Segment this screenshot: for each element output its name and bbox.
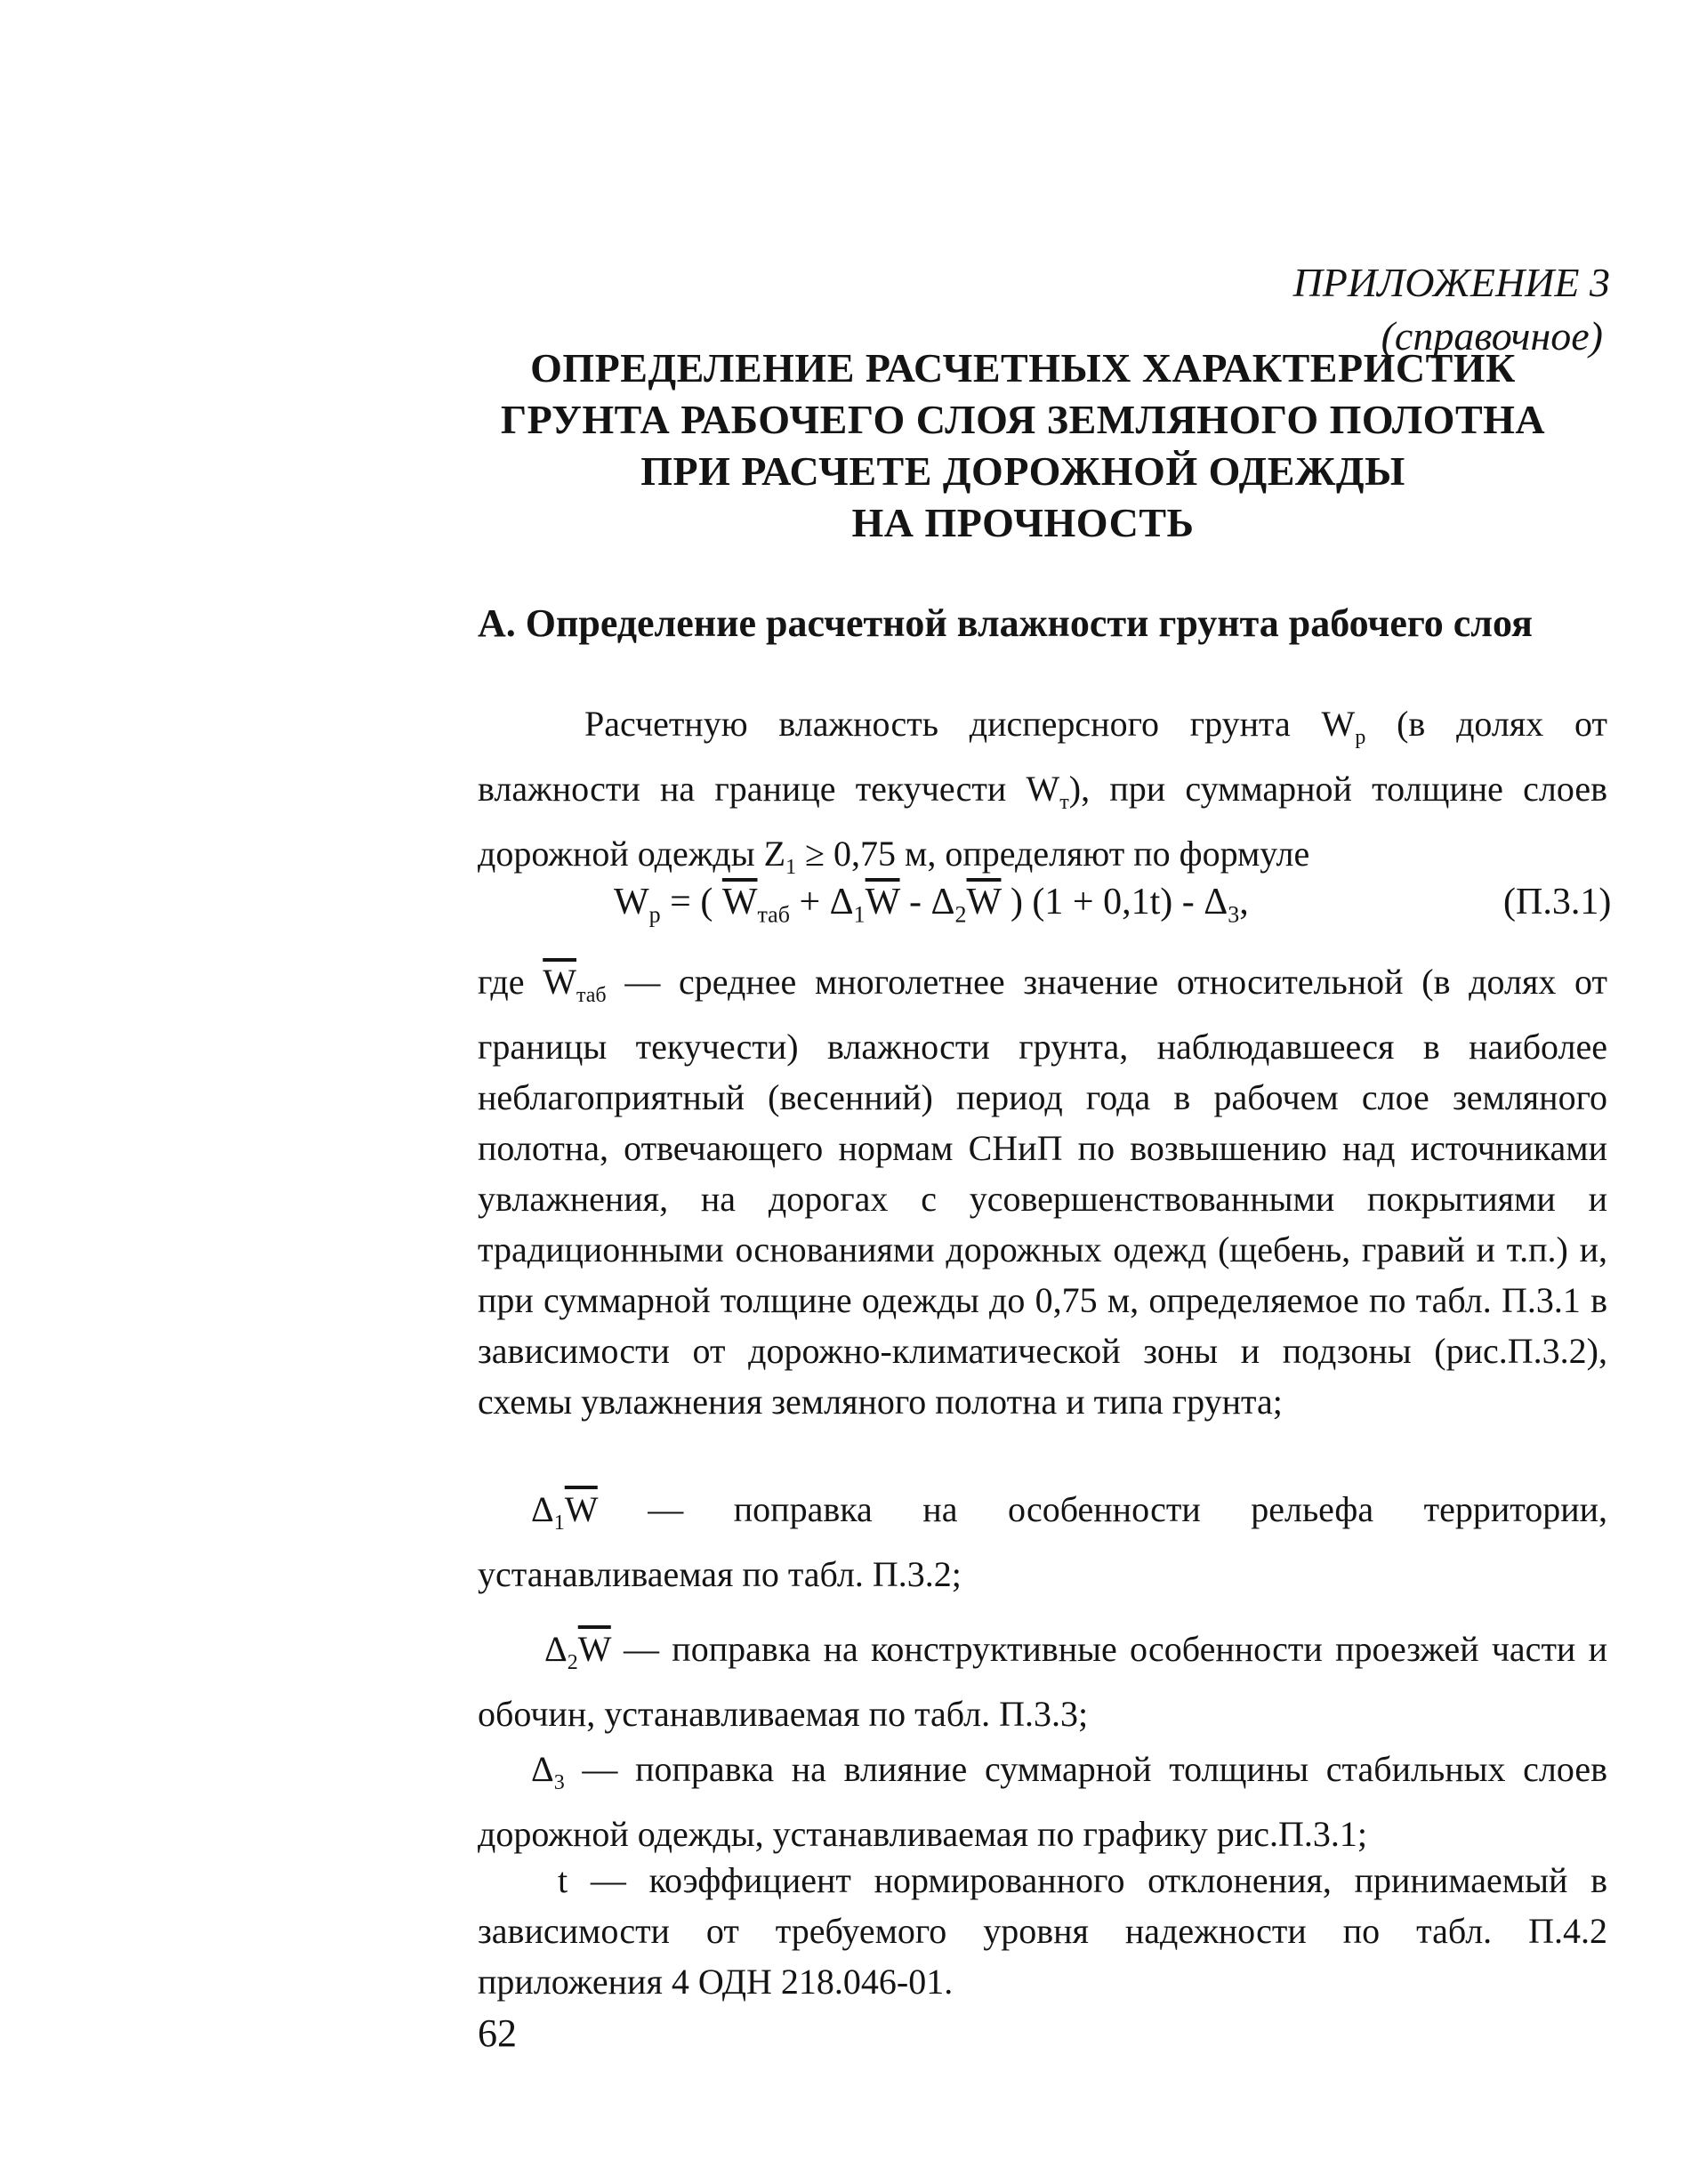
intro-paragraph: Расчетную влажность дисперсного грунта $W_р$ (в долях от влажности на границе текучести $W_т$), при суммарной толщине слоев дорожной одежды $Z_1 \ge 0,75$ м, определяют по формуле bbox=[478, 704, 1607, 879]
definition-w-tab: где $\overline{W}_{таб}$ — среднее многолетнее значение относительной (в долях от границы текучести) влажности грунта, наблюдавшееся в наиболее неблагоприятный (весенний) период года в рабочем слое земляного полотна, отвечающего нормам СНиП по возвышению над источниками увлажнения, на дорогах с усовершенствованными покрытиями и традиционными основаниями дорожных одежд (щебень, гравий и т.п.) и, при суммарной толщине одежды до 0,75 м, определяемое по табл. П.3.1 в зависимости от дорожно-климатической зоны и подзоны (рис.П.3.2), схемы увлажнения земляного полотна и типа грунта; bbox=[478, 962, 1607, 1422]
appendix-number: ПРИЛОЖЕНИЕ 3 bbox=[1292, 260, 1610, 305]
page-number: 62 bbox=[478, 2011, 517, 2055]
title-line: НА ПРОЧНОСТЬ bbox=[851, 500, 1195, 545]
section-heading: А. Определение расчетной влажности грунта рабочего слоя bbox=[478, 601, 1533, 645]
formula-p3-1: $W_р$ = ( $\overline{W}_{таб} + \Delta_1\overline{W} - \Delta_2\overline{W}$ ) $(1 + 0,1t) - \Delta_3$, bbox=[614, 882, 1249, 928]
document-title bbox=[480, 343, 1566, 549]
formula-number: (П.3.1) bbox=[1503, 882, 1612, 923]
definition-t: t — коэффициент нормированного отклонения, принимаемый в зависимости от требуемого уровня надежности по табл. П.4.2 приложения 4 ОДН 218.046-01. bbox=[478, 1860, 1607, 2002]
title-line: ГРУНТА РАБОЧЕГО СЛОЯ ЗЕМЛЯНОГО ПОЛОТНА bbox=[500, 397, 1546, 442]
definition-delta3: $\Delta_3$ — поправка на влияние суммарной толщины стабильных слоев дорожной одежды, устанавливаемая по графику рис.П.3.1; bbox=[478, 1749, 1607, 1854]
title-line: ПРИ РАСЧЕТЕ ДОРОЖНОЙ ОДЕЖДЫ bbox=[640, 448, 1405, 494]
definition-delta1: $\Delta_1\overline{W}$ — поправка на особенности рельефа территории, устанавливаемая по табл. П.3.2; bbox=[478, 1489, 1607, 1594]
appendix-type: (справочное) bbox=[1381, 313, 1603, 359]
title-line: ОПРЕДЕЛЕНИЕ РАСЧЕТНЫХ ХАРАКТЕРИСТИК bbox=[530, 345, 1516, 391]
definition-delta2: $\Delta_2\overline{W}$ — поправка на конструктивные особенности проезжей части и обочин, устанавливаемая по табл. П.3.3; bbox=[478, 1629, 1607, 1734]
